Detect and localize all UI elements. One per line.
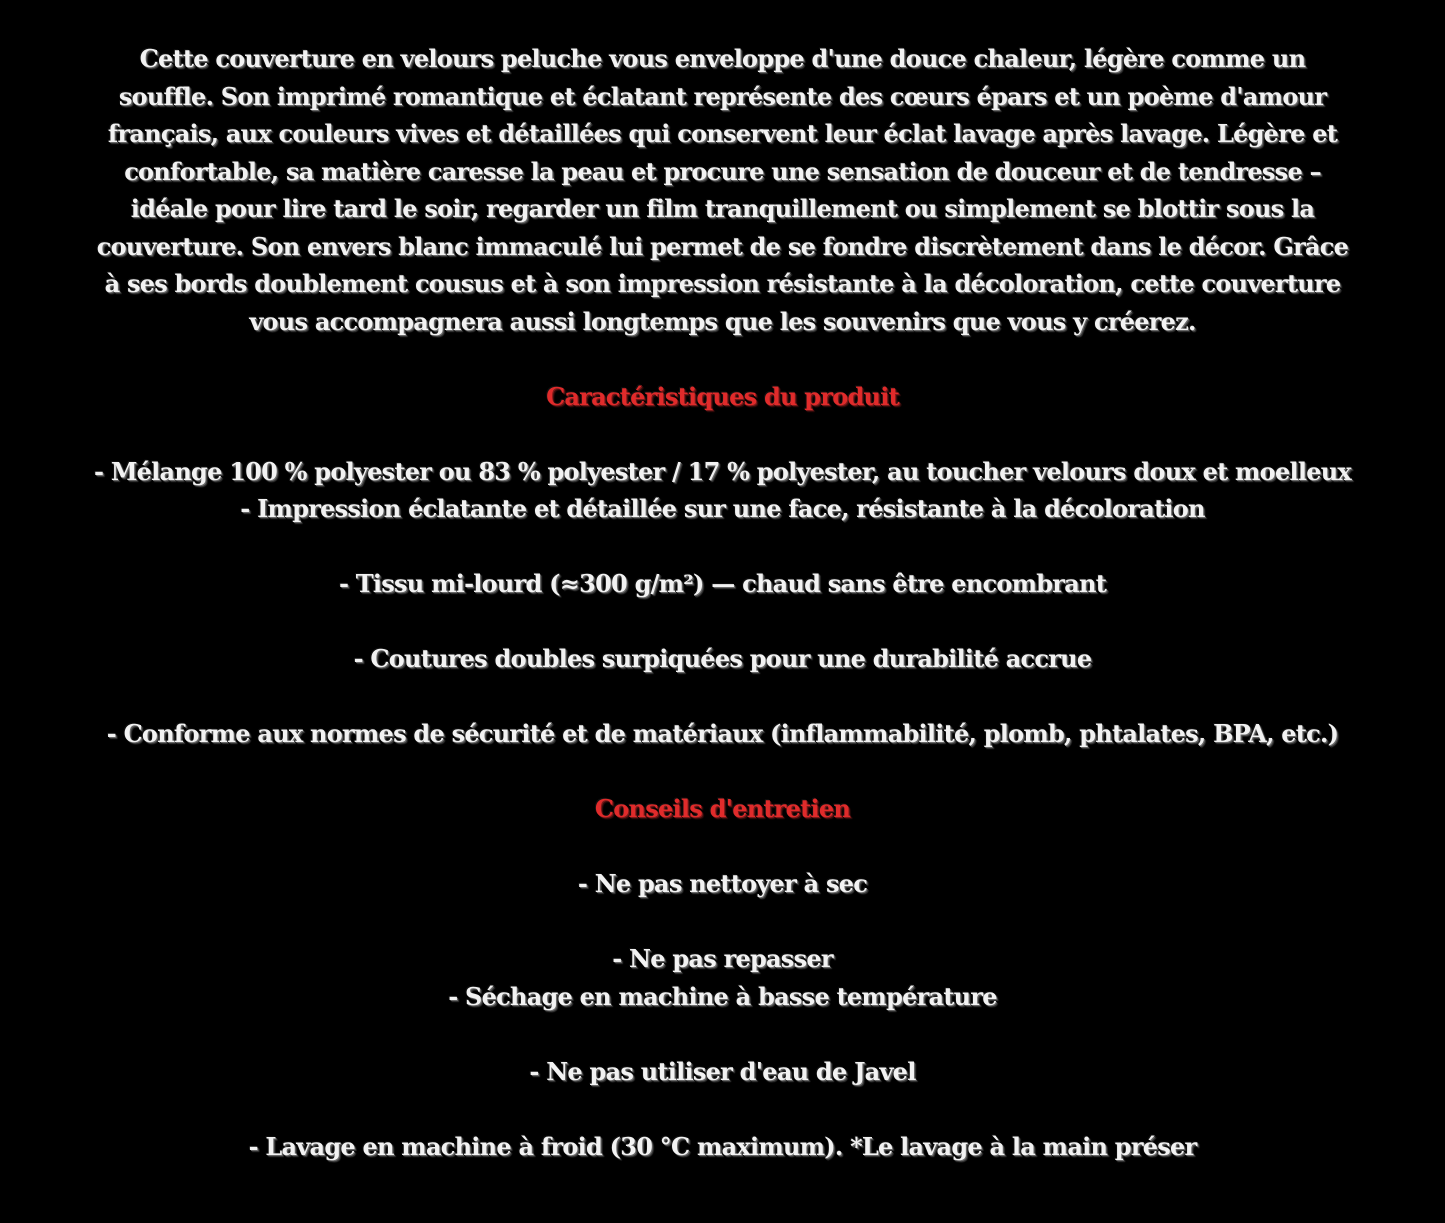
description-paragraph [30,40,1415,340]
description-line: à ses bords doublement cousus et à son impression résistante à la décoloration, cette couverture [104,269,1341,298]
description-line: vous accompagnera aussi longtemps que les souvenirs que vous y créerez. [249,306,1196,336]
spacer [30,340,1415,378]
care-heading: Conseils d'entretien [594,794,851,823]
care-item: - Ne pas utiliser d'eau de Javel [529,1056,916,1086]
description-line: français, aux couleurs vives et détaillées qui conservent leur éclat lavage après lavage. Légère et [107,119,1338,148]
care-item: - Ne pas nettoyer à sec [577,869,868,898]
care-item: - Séchage en machine à basse température [448,981,997,1011]
features-list [30,453,1415,753]
spacer [30,415,1415,453]
care-item: - Ne pas repasser [612,944,833,973]
feature-item: - Coutures doubles surpiquées pour une durabilité accrue [353,644,1092,673]
spacer [30,903,1415,941]
feature-item: - Tissu mi-lourd (≈300 g/m²) — chaud sans être encombrant [338,569,1107,598]
spacer [30,753,1415,791]
spacer [30,678,1415,716]
feature-item: - Impression éclatante et détaillée sur une face, résistante à la décoloration [240,494,1205,523]
care-list [30,865,1415,1165]
spacer [30,603,1415,641]
features-heading: Caractéristiques du produit [546,381,899,411]
feature-item: - Mélange 100 % polyester ou 83 % polyester / 17 % polyester, au toucher velours doux et moelleux [94,456,1351,486]
description-line: confortable, sa matière caresse la peau et procure une sensation de douceur et de tendresse – [124,156,1321,186]
spacer [30,1015,1415,1053]
spacer [30,1090,1415,1128]
spacer [30,828,1415,866]
feature-item: - Conforme aux normes de sécurité et de matériaux (inflammabilité, plomb, phtalates, BPA, etc.) [106,719,1339,748]
spacer [30,528,1415,566]
description-line: Cette couverture en velours peluche vous enveloppe d'une douce chaleur, légère comme un [139,44,1306,73]
description-line: souffle. Son imprimé romantique et éclatant représente des cœurs épars et un poème d'amour [118,81,1327,111]
description-line: idéale pour lire tard le soir, regarder un film tranquillement ou simplement se blottir sous la [130,194,1315,223]
care-item: - Lavage en machine à froid (30 °C maximum). *Le lavage à la main préser [248,1131,1197,1161]
description-line: couverture. Son envers blanc immaculé lui permet de se fondre discrètement dans le décor. Grâce [96,231,1349,261]
